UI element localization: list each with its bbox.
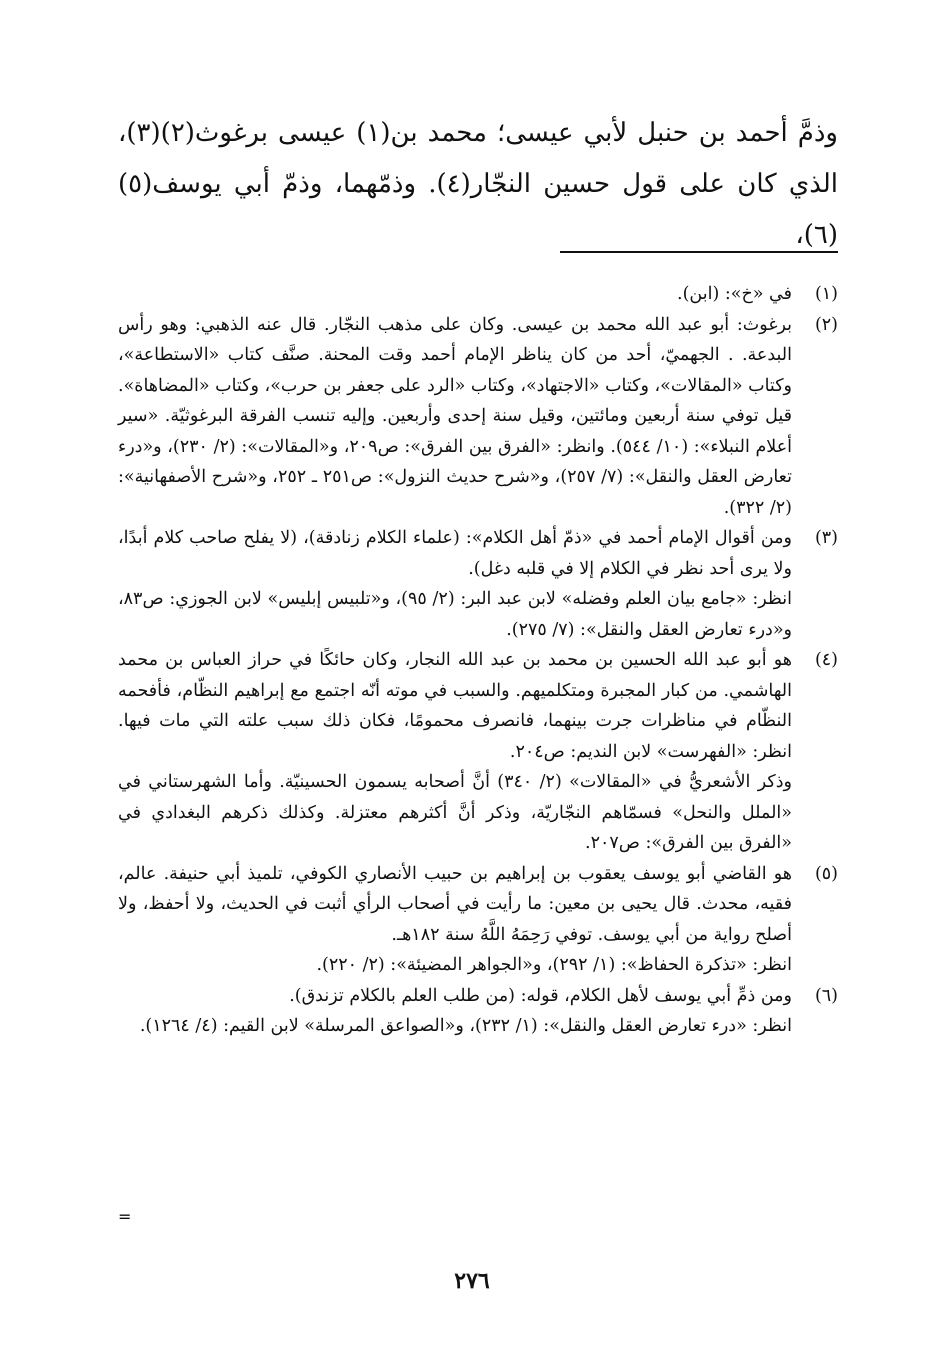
- footnote-body: [118, 645, 792, 859]
- footnote-body: [118, 310, 792, 524]
- footnote-paragraph: انظر: «درء تعارض العقل والنقل»: (١/ ٢٣٢)، و«الصواعق المرسلة» لابن القيم: (٤/ ١٢٦٤).: [139, 1016, 792, 1036]
- footnote-3: [118, 523, 838, 645]
- footnote-number: (٢): [814, 314, 838, 335]
- continuation-mark: =: [118, 1207, 132, 1226]
- footnote-body: [118, 859, 792, 981]
- footnote-paragraph: انظر: «تذكرة الحفاظ»: (١/ ٢٩٢)، و«الجواهر المضيئة»: (٢/ ٢٢٠).: [316, 955, 792, 975]
- main-paragraph: وذمَّ أحمد بن حنبل لأبي عيسى؛ محمد بن(١) عيسى برغوث(٢)(٣)، الذي كان على قول حسين النجّار(٤). وذمّهما، وذمّ أبي يوسف(٥)(٦)،: [118, 118, 839, 250]
- page-number: ٢٧٦: [454, 1268, 490, 1294]
- footnote-paragraph: ومن أقوال الإمام أحمد في «ذمّ أهل الكلام»: (علماء الكلام زنادقة)، (لا يفلح صاحب كلام أبدًا، ولا يرى أحد نظر في الكلام إلا في قلبه دغل).: [118, 528, 792, 579]
- footnote-body: [118, 523, 792, 645]
- footnote-5: [118, 859, 838, 981]
- footnote-paragraph: انظر: «جامع بيان العلم وفضله» لابن عبد البر: (٢/ ٩٥)، و«تلبيس إبليس» لابن الجوزي: ص٨٣، و«درء تعارض العقل والنقل»: (٧/ ٢٧٥).: [118, 589, 792, 640]
- footnote-paragraph: ومن ذمِّ أبي يوسف لأهل الكلام، قوله: (من طلب العلم بالكلام تزندق).: [289, 985, 792, 1006]
- footnote-4: [118, 645, 838, 859]
- footnote-number: (١): [814, 284, 838, 304]
- footnote-1: [118, 279, 838, 310]
- footnote-number: (٥): [814, 863, 838, 884]
- footnote-body: [118, 279, 792, 310]
- footnote-separator: [560, 251, 838, 253]
- footnote-2: [118, 310, 838, 524]
- footnote-paragraph: في «خ»: (ابن).: [677, 284, 792, 304]
- footnote-body: [118, 981, 792, 1042]
- footnote-number: (٤): [814, 650, 838, 670]
- footnote-6: [118, 981, 838, 1042]
- footnotes: [118, 279, 838, 1042]
- footnote-paragraph: برغوث: أبو عبد الله محمد بن عيسى. وكان على مذهب النجّار. قال عنه الذهبي: وهو رأس البدعة. . الجهميّ، أحد من كان يناظر الإمام أحمد وقت المحنة. صنَّف كتاب «الاستطاعة»، وكتاب «المقالات»، وكتاب «الاجتهاد»، وكتاب «الرد على جعفر بن حرب»، وكتاب «المضاهاة». قيل توفي سنة أربعين ومائتين، وقيل سنة إحدى وأربعين. وإليه تنسب الفرقة البرغوثيّة. «سير أعلام النبلاء»: (١٠/ ٥٤٤). وانظر: «الفرق بين الفرق»: ص٢٠٩، و«المقالات»: (٢/ ٢٣٠)، و«درء تعارض العقل والنقل»: (٧/ ٢٥٧)، و«شرح حديث النزول»: ص٢٥١ ـ ٢٥٢، و«شرح الأصفهانية»: (٢/ ٣٢٢).: [118, 314, 793, 518]
- main-text: [118, 108, 838, 261]
- footnote-paragraph: هو أبو عبد الله الحسين بن محمد بن عبد الله النجار، وكان حائكًا في حراز العباس بن محمد الهاشمي. من كبار المجبرة ومتكلميهم. والسبب في موته أنّه اجتمع مع إبراهيم النظّام، فأفحمه النظّام في مناظرات جرت بينهما، فانصرف محمومًا، فكان ذلك سبب علته التي مات فيها. انظر: «الفهرست» لابن النديم: ص٢٠٤.: [118, 650, 792, 762]
- footnote-number: (٣): [814, 528, 838, 548]
- footnote-paragraph: هو القاضي أبو يوسف يعقوب بن إبراهيم بن حبيب الأنصاري الكوفي، تلميذ أبي حنيفة. عالم، فقيه، محدث. قال يحيى بن معين: ما رأيت في أصحاب الرأي أثبت في الحديث، ولا أحفظ، ولا أصلح رواية من أبي يوسف. توفي رَحِمَهُ اللَّهُ سنة ١٨٢هـ.: [118, 863, 792, 945]
- footnote-number: (٦): [814, 985, 838, 1006]
- footnote-paragraph: وذكر الأشعريُّ في «المقالات» (٢/ ٣٤٠) أنَّ أصحابه يسمون الحسينيّة. وأما الشهرستاني في «الملل والنحل» فسمّاهم النجّاريّة، وذكر أنَّ أكثرهم معتزلة. وكذلك ذكرهم البغدادي في «الفرق بين الفرق»: ص٢٠٧.: [118, 772, 792, 853]
